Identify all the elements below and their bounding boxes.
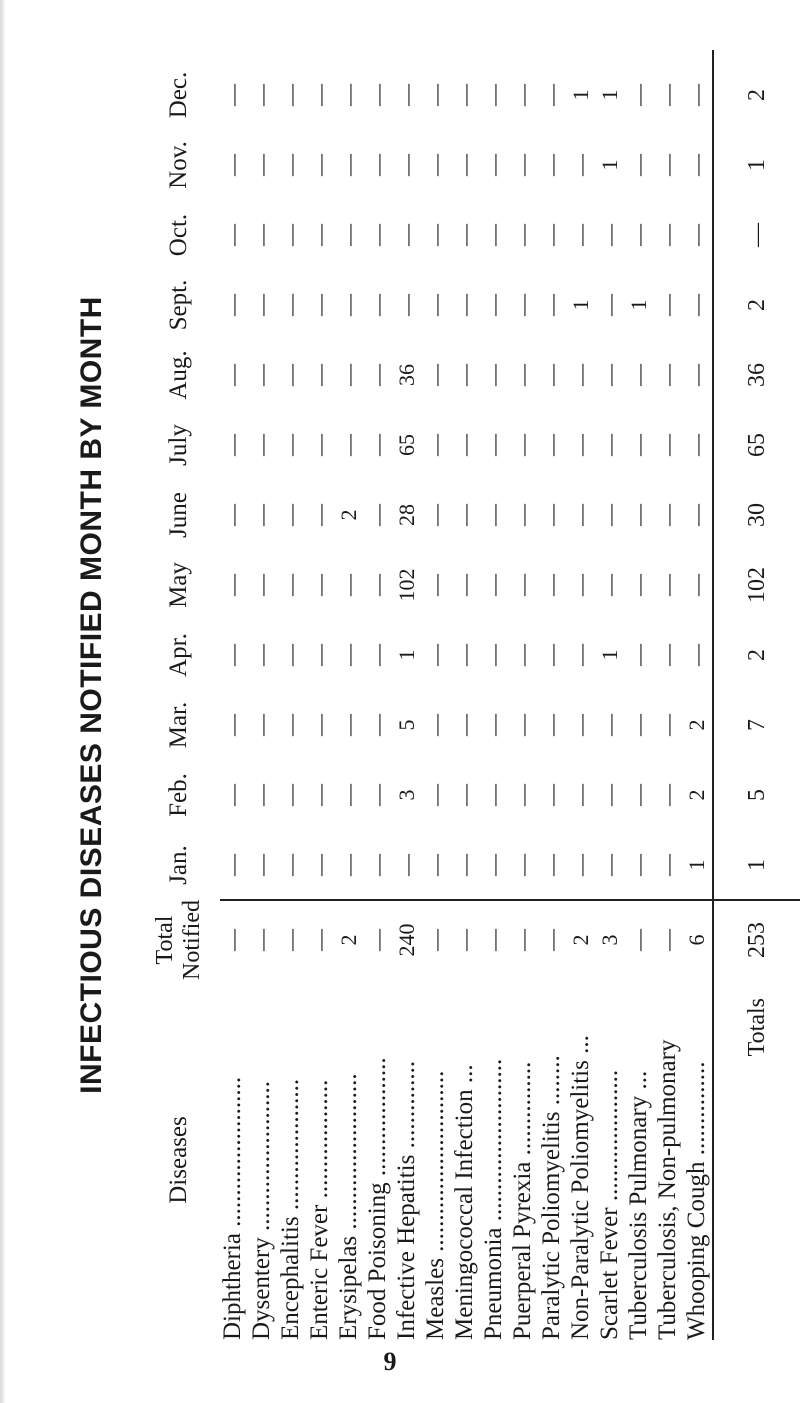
table-row	[624, 60, 653, 1340]
month-cell: —	[394, 224, 419, 246]
month-cell: —	[394, 154, 419, 176]
month-cell: —	[307, 84, 332, 106]
disease-name: Scarlet Fever .....................	[596, 1069, 623, 1340]
totals-row	[711, 60, 800, 1340]
disease-name: Infective Hepatitis ..............	[393, 1060, 420, 1340]
month-cell: —	[452, 854, 477, 876]
month-cell: 36	[394, 364, 419, 386]
disease-name: Tuberculosis, Non-pulmonary	[654, 1039, 681, 1340]
header-month: Feb.	[165, 773, 192, 817]
disease-name: Puerperal Pyrexia ...............	[509, 1061, 536, 1340]
month-cell: —	[626, 224, 651, 246]
totals-month-cell: 36	[743, 363, 770, 387]
month-cell: 2	[684, 719, 709, 731]
month-cell: —	[568, 574, 593, 596]
month-cell: —	[423, 434, 448, 456]
month-cell: —	[510, 294, 535, 316]
table-row	[363, 60, 392, 1340]
month-cell: 2	[336, 509, 361, 521]
month-cell: —	[307, 294, 332, 316]
month-cell: —	[307, 364, 332, 386]
month-cell: —	[307, 504, 332, 526]
month-cell: —	[655, 504, 680, 526]
month-cell: —	[684, 434, 709, 456]
month-cell: —	[626, 84, 651, 106]
table-row	[508, 60, 537, 1340]
month-cell: —	[510, 154, 535, 176]
total-notified-cell: —	[655, 929, 680, 951]
month-cell: —	[539, 644, 564, 666]
month-cell: —	[452, 574, 477, 596]
month-cell: 1	[597, 89, 622, 101]
month-cell: —	[394, 854, 419, 876]
month-cell: —	[452, 784, 477, 806]
month-cell: —	[568, 224, 593, 246]
month-cell: —	[278, 84, 303, 106]
month-cell: —	[365, 644, 390, 666]
totals-total-cell: 253	[743, 922, 770, 958]
month-cell: —	[597, 224, 622, 246]
disease-name: Whooping Cough ...............	[683, 1061, 710, 1340]
month-cell: —	[220, 224, 245, 246]
month-cell: —	[481, 784, 506, 806]
disease-name: Food Poisoning ...................	[364, 1057, 391, 1340]
totals-month-cell: 1	[743, 159, 770, 171]
disease-name: Enteric Fever ...................	[306, 1079, 333, 1340]
month-cell: —	[510, 434, 535, 456]
month-cell: —	[655, 154, 680, 176]
month-cell: —	[452, 84, 477, 106]
month-cell: —	[655, 434, 680, 456]
month-cell: —	[336, 434, 361, 456]
month-cell: —	[365, 784, 390, 806]
month-cell: —	[336, 224, 361, 246]
month-cell: —	[481, 364, 506, 386]
header-row	[140, 60, 218, 1340]
month-cell: —	[510, 574, 535, 596]
total-notified-cell: —	[510, 929, 535, 951]
month-cell: —	[365, 364, 390, 386]
month-cell: —	[452, 644, 477, 666]
header-diseases: Diseases	[165, 1116, 192, 1204]
month-cell: —	[307, 784, 332, 806]
month-cell: —	[249, 224, 274, 246]
month-cell: —	[220, 854, 245, 876]
table-row	[392, 60, 421, 1340]
total-notified-cell: 6	[684, 934, 709, 946]
month-cell: —	[597, 294, 622, 316]
disease-name: Non-Paralytic Poliomyelitis ...	[567, 1035, 594, 1340]
month-cell: —	[655, 714, 680, 736]
totals-month-cell: 2	[743, 649, 770, 661]
month-cell: —	[278, 784, 303, 806]
month-cell: —	[365, 154, 390, 176]
month-cell: —	[220, 574, 245, 596]
total-notified-cell: —	[626, 929, 651, 951]
month-cell: —	[423, 854, 448, 876]
disease-name: Paralytic Poliomyelitis ........	[538, 1055, 565, 1340]
month-cell: —	[307, 224, 332, 246]
month-cell: —	[452, 224, 477, 246]
month-cell: —	[626, 784, 651, 806]
rotated-page	[70, 50, 770, 1340]
month-cell: —	[336, 574, 361, 596]
month-cell: —	[655, 854, 680, 876]
month-cell: —	[655, 224, 680, 246]
month-cell: —	[655, 84, 680, 106]
header-month: June	[165, 492, 192, 538]
month-cell: —	[684, 224, 709, 246]
month-cell: —	[452, 714, 477, 736]
disease-name: Diphtheria ........................	[219, 1076, 246, 1340]
header-month: Oct.	[165, 213, 192, 257]
month-cell: —	[655, 644, 680, 666]
month-cell: —	[655, 364, 680, 386]
month-cell: —	[481, 714, 506, 736]
month-cell: —	[684, 84, 709, 106]
month-cell: —	[278, 574, 303, 596]
month-cell: —	[365, 84, 390, 106]
month-cell: —	[597, 364, 622, 386]
month-cell: —	[220, 84, 245, 106]
month-cell: 1	[394, 649, 419, 661]
totals-rule	[712, 50, 714, 1340]
header-month: Nov.	[165, 141, 192, 189]
table-row	[537, 60, 566, 1340]
month-cell: —	[684, 154, 709, 176]
month-cell: —	[626, 504, 651, 526]
month-cell: —	[336, 644, 361, 666]
month-cell: —	[220, 504, 245, 526]
month-cell: —	[278, 504, 303, 526]
month-cell: —	[510, 644, 535, 666]
total-notified-cell: —	[365, 929, 390, 951]
month-cell: —	[539, 574, 564, 596]
header-month: July	[165, 424, 192, 466]
month-cell: —	[568, 854, 593, 876]
month-cell: —	[684, 574, 709, 596]
month-cell: —	[220, 154, 245, 176]
month-cell: —	[568, 364, 593, 386]
month-cell: —	[597, 854, 622, 876]
month-cell: 1	[568, 89, 593, 101]
month-cell: —	[510, 784, 535, 806]
month-cell: —	[539, 714, 564, 736]
month-cell: —	[626, 714, 651, 736]
month-cell: —	[249, 434, 274, 456]
month-cell: —	[684, 294, 709, 316]
month-cell: —	[684, 364, 709, 386]
disease-name: Meningococcal Infection ...	[451, 1064, 478, 1340]
table-row	[218, 60, 247, 1340]
month-cell: —	[626, 364, 651, 386]
month-cell: 28	[394, 504, 419, 526]
month-cell: —	[481, 154, 506, 176]
month-cell: —	[568, 154, 593, 176]
month-cell: —	[655, 294, 680, 316]
table-row	[421, 60, 450, 1340]
table-row	[450, 60, 479, 1340]
month-cell: —	[336, 714, 361, 736]
total-notified-cell: —	[481, 929, 506, 951]
month-cell: —	[336, 784, 361, 806]
month-cell: —	[510, 714, 535, 736]
totals-month-cell: 2	[743, 299, 770, 311]
page-title: INFECTIOUS DISEASES NOTIFIED MONTH BY MONTH	[75, 296, 108, 1094]
month-cell: 5	[394, 719, 419, 731]
table-row	[653, 60, 682, 1340]
month-cell: 1	[597, 159, 622, 171]
month-cell: —	[481, 574, 506, 596]
header-month: Dec.	[165, 71, 192, 119]
month-cell: —	[452, 434, 477, 456]
month-cell: 1	[568, 299, 593, 311]
month-cell: —	[539, 784, 564, 806]
month-cell: —	[365, 224, 390, 246]
month-cell: —	[278, 714, 303, 736]
month-cell: —	[336, 154, 361, 176]
scan-edge	[0, 0, 6, 1403]
month-cell: —	[568, 784, 593, 806]
table-row	[479, 60, 508, 1340]
month-cell: —	[220, 784, 245, 806]
month-cell: 65	[394, 434, 419, 456]
month-cell: —	[597, 504, 622, 526]
month-cell: —	[365, 854, 390, 876]
totals-label: Totals	[743, 998, 770, 1057]
month-cell: —	[307, 714, 332, 736]
month-cell: —	[510, 84, 535, 106]
total-notified-cell: —	[249, 929, 274, 951]
month-cell: —	[626, 644, 651, 666]
month-cell: —	[481, 644, 506, 666]
month-cell: —	[249, 154, 274, 176]
month-cell: —	[220, 364, 245, 386]
month-cell: —	[307, 154, 332, 176]
month-cell: 3	[394, 789, 419, 801]
table-row	[276, 60, 305, 1340]
month-cell: —	[568, 644, 593, 666]
month-cell: —	[394, 294, 419, 316]
month-cell: —	[539, 364, 564, 386]
month-cell: —	[510, 364, 535, 386]
month-cell: —	[597, 784, 622, 806]
header-month: Sept.	[165, 279, 192, 331]
month-cell: —	[278, 364, 303, 386]
month-cell: —	[307, 854, 332, 876]
month-cell: —	[278, 224, 303, 246]
month-cell: —	[336, 854, 361, 876]
totals-month-cell: 102	[743, 567, 770, 603]
month-cell: —	[452, 294, 477, 316]
table-row	[682, 60, 711, 1340]
month-cell: —	[278, 854, 303, 876]
totals-month-cell: 5	[743, 789, 770, 801]
month-cell: —	[423, 644, 448, 666]
month-cell: —	[626, 854, 651, 876]
header-month: May	[165, 562, 192, 608]
month-cell: —	[481, 434, 506, 456]
month-cell: 1	[597, 649, 622, 661]
month-cell: —	[539, 434, 564, 456]
month-cell: —	[481, 854, 506, 876]
header-month: Mar.	[165, 701, 192, 749]
month-cell: —	[423, 84, 448, 106]
month-cell: —	[249, 294, 274, 316]
month-cell: —	[539, 84, 564, 106]
month-cell: —	[684, 504, 709, 526]
month-cell: —	[365, 434, 390, 456]
month-cell: —	[452, 364, 477, 386]
diseases-table	[140, 60, 800, 1340]
total-notified-cell: —	[452, 929, 477, 951]
table-row	[595, 60, 624, 1340]
total-notified-cell: —	[423, 929, 448, 951]
month-cell: —	[539, 294, 564, 316]
disease-name: Erysipelas .........................	[335, 1073, 362, 1340]
total-notified-cell: 240	[394, 923, 419, 957]
month-cell: —	[365, 504, 390, 526]
month-cell: —	[539, 854, 564, 876]
header-month: Apr.	[165, 633, 192, 677]
table-row	[334, 60, 363, 1340]
month-cell: —	[249, 84, 274, 106]
month-cell: —	[220, 294, 245, 316]
disease-name: Encephalitis .....................	[277, 1078, 304, 1340]
total-notified-cell: 3	[597, 934, 622, 946]
total-notified-cell: —	[220, 929, 245, 951]
totals-month-cell: 65	[743, 433, 770, 457]
month-cell: 102	[394, 568, 419, 602]
header-month: Jan.	[165, 845, 192, 885]
month-cell: —	[423, 364, 448, 386]
month-cell: —	[365, 574, 390, 596]
month-cell: —	[568, 714, 593, 736]
month-cell: —	[423, 224, 448, 246]
month-cell: 1	[626, 299, 651, 311]
totals-month-cell: 7	[743, 719, 770, 731]
month-cell: —	[423, 784, 448, 806]
month-cell: —	[278, 644, 303, 666]
total-notified-cell: —	[539, 929, 564, 951]
disease-name: Tuberculosis Pulmonary ...	[625, 1070, 652, 1340]
month-cell: —	[365, 714, 390, 736]
month-cell: 1	[684, 859, 709, 871]
table-row	[305, 60, 334, 1340]
disease-name: Measles .............................	[422, 1070, 449, 1340]
disease-name: Dysentery ........................	[248, 1081, 275, 1340]
month-cell: —	[597, 574, 622, 596]
month-cell: 2	[684, 789, 709, 801]
month-cell: —	[307, 644, 332, 666]
month-cell: —	[481, 224, 506, 246]
month-cell: —	[423, 294, 448, 316]
table-row	[247, 60, 276, 1340]
month-cell: —	[481, 294, 506, 316]
month-cell: —	[539, 224, 564, 246]
month-cell: —	[423, 574, 448, 596]
page-number: 9	[383, 1347, 397, 1376]
month-cell: —	[597, 434, 622, 456]
month-cell: —	[539, 504, 564, 526]
month-cell: —	[249, 504, 274, 526]
month-cell: —	[249, 784, 274, 806]
totals-month-cell: 30	[743, 503, 770, 527]
month-cell: —	[539, 154, 564, 176]
month-cell: —	[510, 224, 535, 246]
month-cell: —	[655, 574, 680, 596]
month-cell: —	[626, 574, 651, 596]
total-notified-cell: —	[278, 929, 303, 951]
month-cell: —	[684, 644, 709, 666]
month-cell: —	[336, 84, 361, 106]
month-cell: —	[365, 294, 390, 316]
month-cell: —	[249, 714, 274, 736]
month-cell: —	[423, 154, 448, 176]
month-cell: —	[249, 574, 274, 596]
month-cell: —	[626, 154, 651, 176]
month-cell: —	[423, 714, 448, 736]
month-cell: —	[626, 434, 651, 456]
header-total-notified: Total Notified	[152, 900, 205, 980]
table-row	[566, 60, 595, 1340]
month-cell: —	[307, 574, 332, 596]
month-cell: —	[336, 294, 361, 316]
month-cell: —	[481, 504, 506, 526]
month-cell: —	[452, 504, 477, 526]
month-cell: —	[249, 644, 274, 666]
total-notified-cell: 2	[336, 934, 361, 946]
total-notified-cell: —	[307, 929, 332, 951]
month-cell: —	[510, 504, 535, 526]
month-cell: —	[249, 364, 274, 386]
month-cell: —	[220, 714, 245, 736]
month-cell: —	[249, 854, 274, 876]
month-cell: —	[510, 854, 535, 876]
header-month: Aug.	[165, 350, 192, 400]
totals-month-cell: 1	[743, 859, 770, 871]
month-cell: —	[307, 434, 332, 456]
disease-name: Pneumonia ..........................	[480, 1058, 507, 1340]
month-cell: —	[220, 644, 245, 666]
month-cell: —	[481, 84, 506, 106]
month-cell: —	[423, 504, 448, 526]
month-cell: —	[568, 504, 593, 526]
month-cell: —	[336, 364, 361, 386]
month-cell: —	[597, 714, 622, 736]
month-cell: —	[278, 154, 303, 176]
month-cell: —	[655, 784, 680, 806]
month-cell: —	[568, 434, 593, 456]
month-cell: —	[220, 434, 245, 456]
total-notified-cell: 2	[568, 934, 593, 946]
month-cell: —	[394, 84, 419, 106]
month-cell: —	[452, 154, 477, 176]
month-cell: —	[278, 294, 303, 316]
totals-month-cell: 2	[743, 89, 770, 101]
month-cell: —	[278, 434, 303, 456]
totals-month-cell: —	[743, 223, 770, 247]
